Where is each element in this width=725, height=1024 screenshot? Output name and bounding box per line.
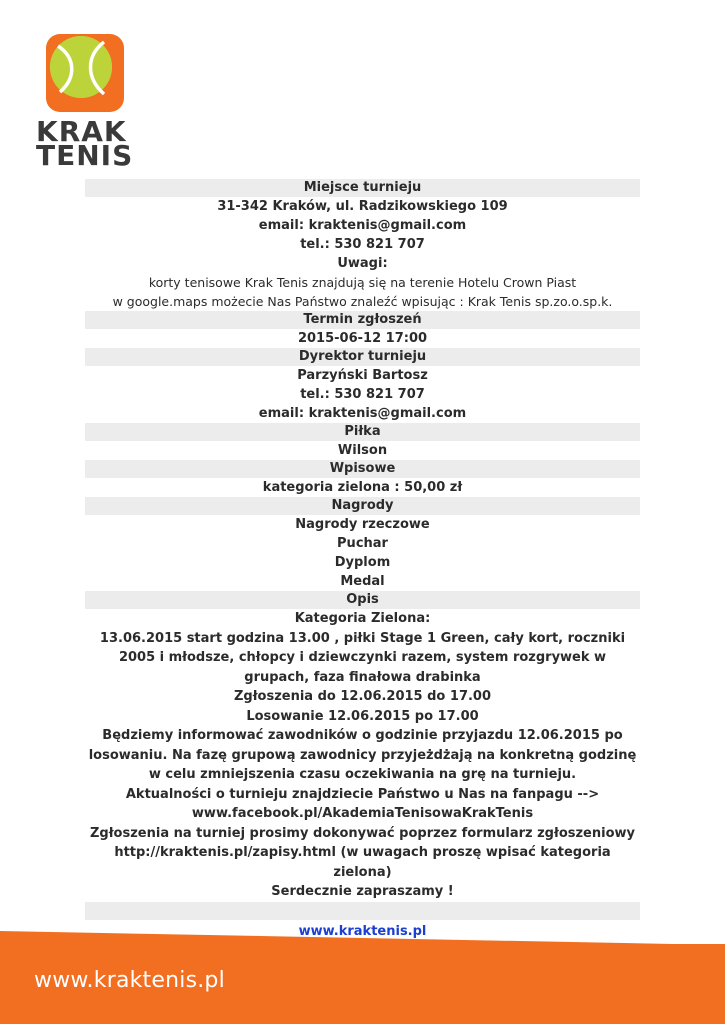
logo-text-krak: KRAK <box>36 115 127 148</box>
deadline-label: Termin zgłoszeń <box>85 311 640 329</box>
notes-line-1: korty tenisowe Krak Tenis znajdują się na terenie Hotelu Crown Piast <box>148 275 577 290</box>
footer-wedge <box>0 930 725 944</box>
description-label: Opis <box>85 591 640 609</box>
footer-bar <box>0 944 725 1024</box>
fee-value: kategoria zielona : 50,00 zł <box>262 480 463 495</box>
description-body <box>85 609 640 902</box>
description-news: Aktualności o turnieju znajdziecie Państwo u Nas na fanpagu --> www.facebook.pl/AkademiaTenisowaKrakTenis <box>125 786 600 821</box>
tennis-ball-icon <box>50 36 112 98</box>
logo-text-tenis: TENIS <box>36 139 134 172</box>
director-phone: tel.: 530 821 707 <box>300 387 425 402</box>
krak-tenis-logo <box>32 34 144 172</box>
location-address: 31-342 Kraków, ul. Radzikowskiego 109 <box>217 199 508 214</box>
director-label: Dyrektor turnieju <box>85 348 640 366</box>
location-email: email: kraktenis@gmail.com <box>258 218 467 233</box>
prize-item: Medal <box>340 574 385 589</box>
notes-line-2: w google.maps możecie Nas Państwo znaleźć wpisując : Krak Tenis sp.zo.o.sp.k. <box>112 294 613 309</box>
footer-website: www.kraktenis.pl <box>34 968 225 993</box>
description-details: 13.06.2015 start godzina 13.00 , piłki Stage 1 Green, cały kort, roczniki 2005 i młodsze, chłopcy i dziewczynki razem, system rozgrywek w grupach, faza finałowa drabinka <box>99 630 626 685</box>
website-link[interactable]: www.kraktenis.pl <box>298 923 427 939</box>
tournament-info <box>85 179 640 939</box>
location-phone: tel.: 530 821 707 <box>300 237 425 252</box>
director-name: Parzyński Bartosz <box>297 368 428 383</box>
notes-label: Uwagi: <box>337 256 388 271</box>
prizes-label: Nagrody <box>85 497 640 515</box>
director-email: email: kraktenis@gmail.com <box>258 406 467 421</box>
location-label: Miejsce turnieju <box>85 179 640 197</box>
description-registration: Zgłoszenia do 12.06.2015 do 17.00 <box>233 689 492 704</box>
spacer-band <box>85 902 640 920</box>
prize-item: Dyplom <box>334 555 391 570</box>
prize-item: Puchar <box>337 536 388 551</box>
description-info: Będziemy informować zawodników o godzinie przyjazdu 12.06.2015 po losowaniu. Na fazę grupową zawodnicy przyjeżdżają na konkretną godzinę w celu zmniejszenia czasu oczekiwania na grę na turnieju. <box>88 728 637 782</box>
description-draw: Losowanie 12.06.2015 po 17.00 <box>246 708 479 724</box>
prize-item: Nagrody rzeczowe <box>295 517 430 532</box>
description-form: Zgłoszenia na turniej prosimy dokonywać poprzez formularz zgłoszeniowy http://kraktenis.pl/zapisy.html (w uwagach proszę wpisać kategoria zielona) <box>90 825 635 880</box>
ball-label: Piłka <box>85 423 640 441</box>
ball-value: Wilson <box>337 443 388 458</box>
description-closing: Serdecznie zapraszamy ! <box>271 884 454 899</box>
description-category: Kategoria Zielona: <box>294 611 431 626</box>
deadline-value: 2015-06-12 17:00 <box>297 331 428 346</box>
fee-label: Wpisowe <box>85 460 640 478</box>
